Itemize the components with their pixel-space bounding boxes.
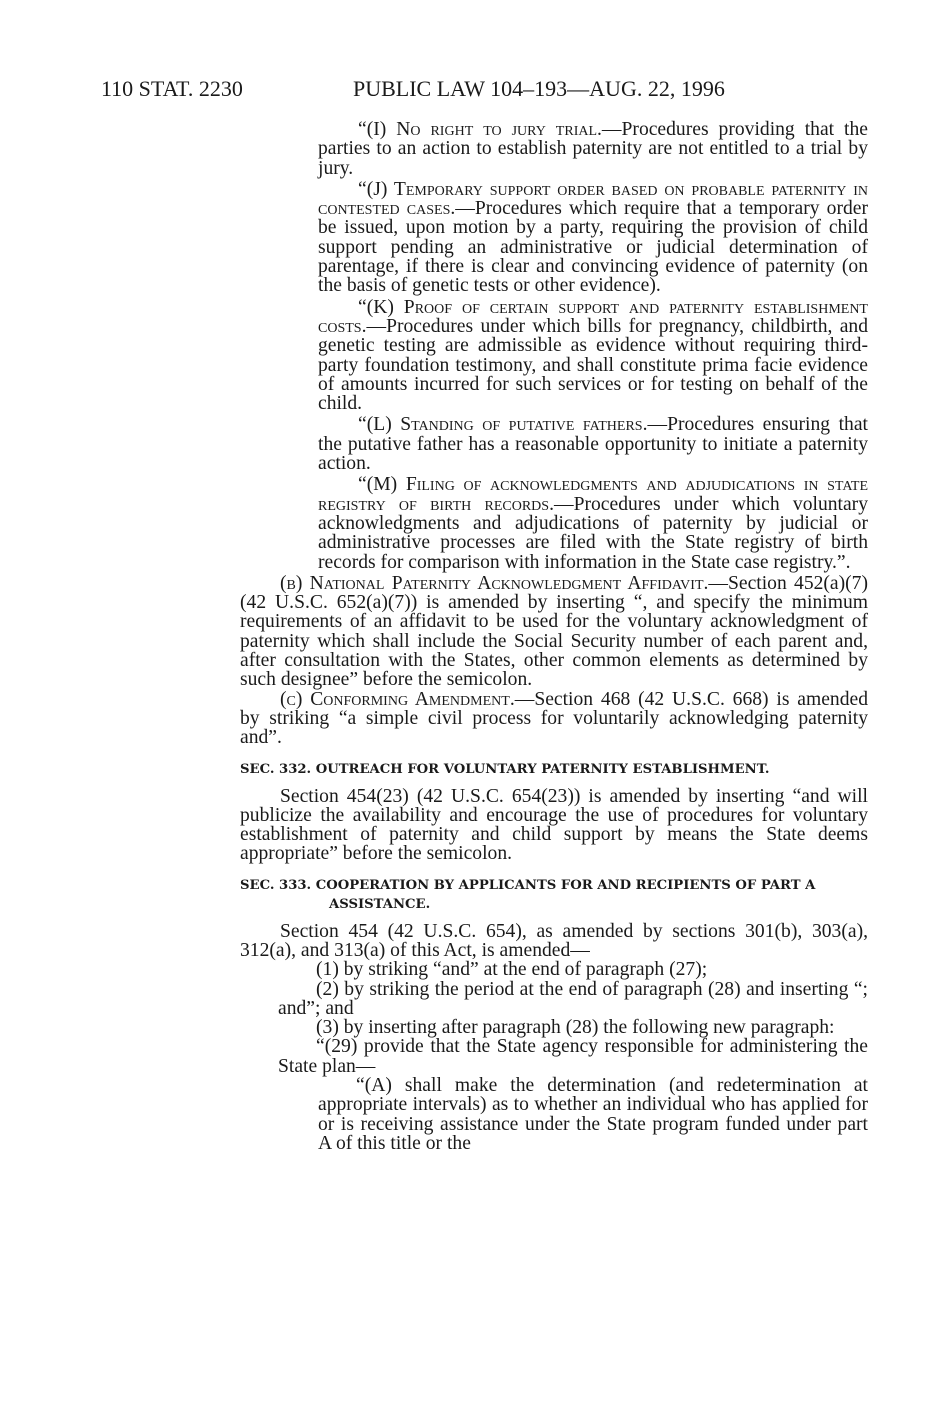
subparagraph-a: “(A) shall make the determination (and redetermination at appropriate intervals) as to whether an individual who has applied for or is receiving assistance under the State program funded under part A of this title or the bbox=[318, 1075, 868, 1154]
subsection-text: —Procedures under which voluntary acknowledgments and adjudications of paternity by judicial or administrative processes are filed with the State registry of birth records for comparison with information in the State case registry.”. bbox=[318, 493, 868, 573]
stat-citation: 110 STAT. 2230 bbox=[101, 76, 243, 101]
section-333-item-1: (1) by striking “and” at the end of paragraph (27); bbox=[316, 959, 708, 981]
subsection-heading: “(J) Temporary support order based on probable paternity in contested cases. bbox=[318, 178, 868, 220]
subsection-text: —Procedures under which bills for pregnancy, childbirth, and genetic testing are admissible as evidence without requiring third-party foundation testimony, and shall constitute prima facie evidence of amounts incurred for such services or for testing on behalf of the child. bbox=[318, 315, 868, 415]
document-body bbox=[0, 120, 948, 1153]
paragraph-text: —Section 452(a)(7) (42 U.S.C. 652(a)(7)) is amended by inserting “, and specify the minimum requirements of an affidavit to be used for the voluntary acknowledgment of paternity which shall include the Social Security number of each parent and, after consultation with the States, other common elements as determined by such designee” before the semicolon. bbox=[240, 572, 869, 691]
paragraph-heading: (b) National Paternity Acknowledgment Affidavit. bbox=[280, 572, 709, 594]
public-law-title: PUBLIC LAW 104–193—AUG. 22, 1996 bbox=[353, 76, 725, 101]
subsection-text: —Procedures ensuring that the putative father has a reasonable opportunity to initiate a paternity action. bbox=[318, 414, 868, 475]
paragraph-c bbox=[240, 690, 868, 748]
subsection-heading: “(M) Filing of acknowledgments and adjudications in state registry of birth records. bbox=[318, 474, 868, 515]
subsection-l bbox=[318, 415, 868, 473]
subsection-i bbox=[318, 120, 868, 178]
section-332-text: Section 454(23) (42 U.S.C. 654(23)) is amended by inserting “and will publicize the availability and encourage the use of procedures for voluntary establishment of paternity and child support by means the State deems appropriate” before the semicolon. bbox=[240, 785, 868, 865]
subsection-heading: “(K) Proof of certain support and paternity establishment costs. bbox=[318, 296, 868, 337]
section-332-heading: SEC. 332. OUTREACH FOR VOLUNTARY PATERNITY ESTABLISHMENT. bbox=[240, 761, 770, 777]
section-333-item-2: (2) by striking the period at the end of paragraph (28) and inserting “; and”; and bbox=[278, 978, 868, 1019]
paragraph-heading: (c) Conforming Amendment. bbox=[280, 688, 515, 710]
section-333-item-3: (3) by inserting after paragraph (28) the following new paragraph: bbox=[316, 1017, 835, 1039]
section-333-heading: SEC. 333. COOPERATION BY APPLICANTS FOR AND RECIPIENTS OF PART A ASSISTANCE. bbox=[240, 877, 816, 912]
subsection-k bbox=[318, 298, 868, 414]
subsection-j bbox=[318, 180, 868, 296]
subsection-m bbox=[318, 475, 868, 571]
subsection-text: —Procedures providing that the parties to an action to establish paternity are not entitled to a trial by jury. bbox=[318, 119, 868, 179]
subsection-heading: “(I) No right to jury trial. bbox=[358, 119, 602, 140]
subsection-heading: “(L) Standing of putative fathers. bbox=[358, 414, 648, 436]
paragraph-b bbox=[240, 574, 868, 690]
paragraph-text: —Section 468 (42 U.S.C. 668) is amended by striking “a simple civil process for voluntarily acknowledging paternity and”. bbox=[240, 688, 868, 749]
subsection-text: —Procedures which require that a temporary order be issued, upon motion by a party, requiring the provision of child support pending an administrative or judicial determination of parentage, if there is clear and convincing evidence of paternity (on the basis of genetic tests or other evidence). bbox=[318, 198, 868, 297]
section-333-intro: Section 454 (42 U.S.C. 654), as amended by sections 301(b), 303(a), 312(a), and 313(a) of this Act, is amended— bbox=[240, 920, 868, 961]
page-header bbox=[101, 74, 861, 104]
paragraph-29: “(29) provide that the State agency responsible for administering the State plan— bbox=[278, 1036, 868, 1077]
